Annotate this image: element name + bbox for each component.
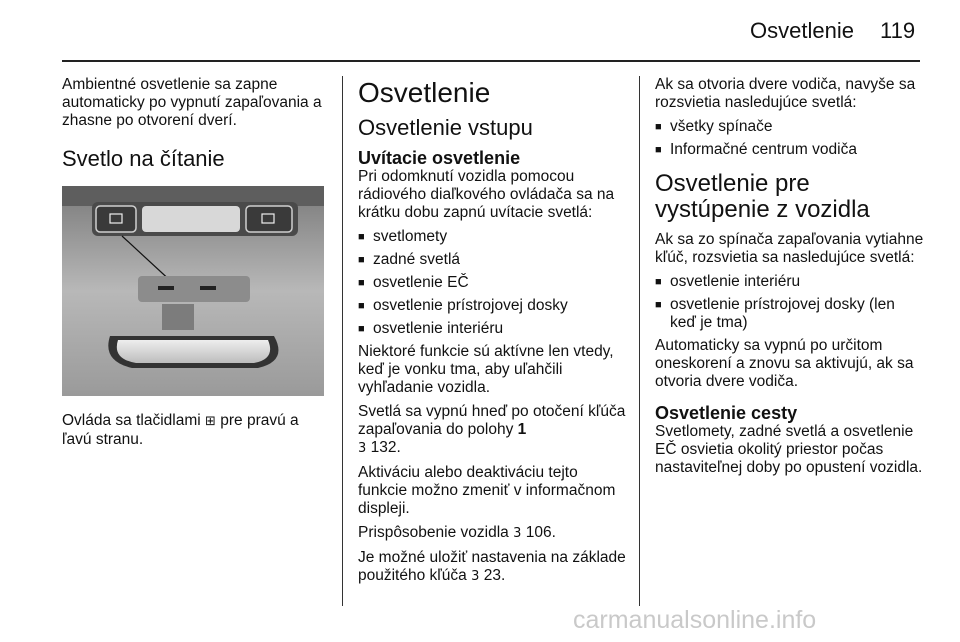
- column-3: [655, 76, 925, 483]
- personalization-paragraph: [358, 524, 626, 543]
- page-number: 119: [880, 18, 916, 43]
- key-settings-paragraph: [358, 549, 626, 586]
- ambient-paragraph: Ambientné osvetlenie sa zapne automaticky po vypnutí zapaľovania a zhasne po otvorení dverí.: [62, 76, 322, 129]
- page-reference: 106.: [525, 524, 556, 541]
- list-item: ■ svetlomety: [358, 228, 626, 246]
- reading-light-caption: [62, 412, 330, 449]
- list-item: ■ osvetlenie interiéru: [358, 320, 626, 338]
- driver-door-lights-list: [655, 118, 925, 159]
- ignition-position: 1: [517, 421, 527, 438]
- list-item: ■ Informačné centrum vodiča: [655, 141, 925, 159]
- darkness-paragraph: Niektoré funkcie sú aktívne len vtedy, keď je vonku tma, aby uľahčili vyhľadanie vozidla.: [358, 343, 614, 396]
- list-item: ■ osvetlenie prístrojovej dosky (len keď je tma): [655, 296, 925, 332]
- page-reference: 132.: [370, 439, 401, 456]
- list-item: ■ všetky spínače: [655, 118, 925, 136]
- key-settings-text: Je možné uložiť nastavenia na základe použitého kľúča: [358, 549, 626, 584]
- driver-door-paragraph: Ak sa otvoria dvere vodiča, navyše sa rozsvietia nasledujúce svetlá:: [655, 76, 916, 111]
- page-reference-arrow-icon: 3: [358, 441, 367, 456]
- welcome-paragraph: Pri odomknutí vozidla pomocou rádiového diaľkového ovládača sa na krátku dobu zapnú uvítacie svetlá:: [358, 168, 615, 221]
- path-lighting-paragraph: Svetlomety, zadné svetlá a osvetlenie EČ osvietia okolitý priestor počas nastaviteľnej doby po opustení vozidla.: [655, 423, 923, 476]
- column-2: [358, 76, 626, 592]
- activation-paragraph: Aktiváciu alebo deaktiváciu tejto funkcie možno zmeniť v informačnom displeji.: [358, 464, 616, 517]
- entry-lighting-heading: Osvetlenie vstupu: [358, 115, 533, 140]
- page-reference: 23.: [483, 567, 506, 584]
- switch-off-paragraph: [358, 403, 626, 458]
- section-heading: Osvetlenie: [358, 77, 491, 108]
- list-item: ■ osvetlenie EČ: [358, 274, 626, 292]
- welcome-lights-list: [358, 228, 626, 338]
- list-item: ■ zadné svetlá: [358, 251, 626, 269]
- switch-off-text: Svetlá sa vypnú hneď po otočení kľúča zapaľovania do polohy: [358, 403, 626, 438]
- reading-light-heading: Svetlo na čítanie: [62, 146, 225, 171]
- exit-lighting-heading: Osvetlenie pre vystúpenie z vozidla: [655, 170, 870, 223]
- column-divider-1: [342, 76, 343, 606]
- caption-text-a: Ovláda sa tlačidlami: [62, 412, 201, 429]
- watermark: carmanualsonline.info: [573, 606, 817, 634]
- list-item: ■ osvetlenie prístrojovej dosky: [358, 297, 626, 315]
- exit-lights-list: [655, 273, 925, 332]
- personalization-text: Prispôsobenie vozidla: [358, 524, 509, 541]
- page-reference-arrow-icon: 3: [513, 526, 522, 541]
- column-divider-2: [639, 76, 640, 606]
- list-item: ■ osvetlenie interiéru: [655, 273, 925, 291]
- path-lighting-heading: Osvetlenie cesty: [655, 403, 798, 423]
- page-reference-arrow-icon: 3: [471, 569, 480, 584]
- reading-light-photo: [62, 186, 324, 396]
- running-header-title: Osvetlenie: [750, 18, 854, 43]
- caption-text-b: pre pravú a ľavú stranu.: [62, 412, 299, 448]
- reading-light-switch-icon: ⊞: [205, 414, 216, 429]
- header-rule: [62, 60, 920, 62]
- column-1: [62, 76, 330, 455]
- welcome-lighting-heading: Uvítacie osvetlenie: [358, 148, 521, 168]
- exit-paragraph: Ak sa zo spínača zapaľovania vytiahne kľúč, rozsvietia sa nasledujúce svetlá:: [655, 231, 924, 266]
- auto-off-paragraph: Automaticky sa vypnú po určitom oneskorení a znovu sa aktivujú, ak sa otvoria dvere vodiča.: [655, 337, 914, 390]
